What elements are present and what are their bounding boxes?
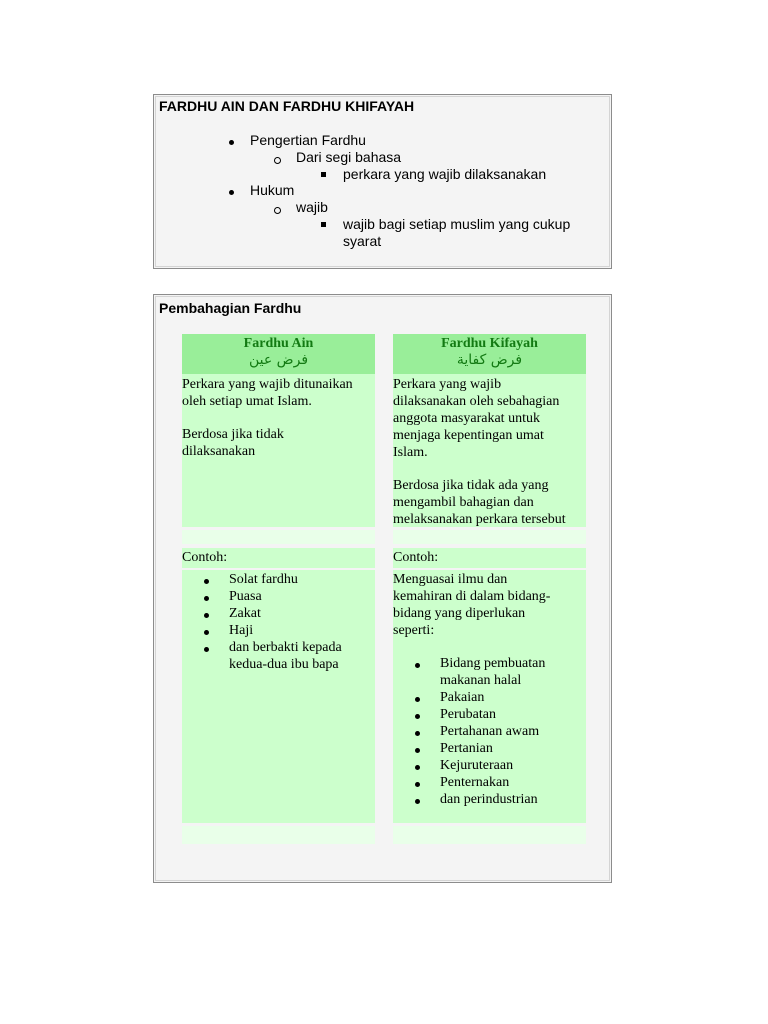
- header-arabic: فرض كفاية: [456, 352, 523, 368]
- spacer-cell: [393, 826, 586, 844]
- text-line: Menguasai ilmu dan: [393, 572, 508, 587]
- example-item: Puasa: [229, 589, 262, 604]
- spacer-cell: [182, 826, 375, 844]
- example-item: dan perindustrian: [440, 792, 538, 807]
- section-title: FARDHU AIN DAN FARDHU KHIFAYAH: [159, 98, 415, 114]
- bullet-square-icon: [321, 222, 326, 227]
- bullet-dot-icon: [204, 579, 209, 584]
- text-line: Islam.: [393, 445, 428, 460]
- bullet-dot-icon: [415, 663, 420, 668]
- definition-panel: [153, 94, 612, 269]
- text-line: Perkara yang wajib: [393, 377, 502, 392]
- example-item: Perubatan: [440, 707, 496, 722]
- bullet-dot-icon: [415, 731, 420, 736]
- text-line: mengambil bahagian dan: [393, 495, 534, 510]
- text-line: oleh setiap umat Islam.: [182, 394, 312, 409]
- bullet-dot-icon: [415, 782, 420, 787]
- bullet-dot-icon: [204, 630, 209, 635]
- text-line: seperti:: [393, 623, 435, 638]
- example-item: Solat fardhu: [229, 572, 298, 587]
- text-line: Berdosa jika tidak ada yang: [393, 478, 549, 493]
- spacer-cell: [182, 530, 375, 544]
- list-item: perkara yang wajib dilaksanakan: [343, 166, 547, 182]
- text-line: anggota masyarakat untuk: [393, 411, 540, 426]
- example-item: Kejuruteraan: [440, 758, 514, 773]
- definition-cell-kifayah: [393, 374, 586, 527]
- text-line: bidang yang diperlukan: [393, 606, 526, 621]
- bullet-dot-icon: [415, 697, 420, 702]
- text-line: dilaksanakan oleh sebahagian: [393, 394, 560, 409]
- definition-cell-ain: [182, 374, 375, 527]
- bullet-dot-icon: [204, 613, 209, 618]
- bullet-circle-icon: [274, 157, 281, 164]
- list-item: Hukum: [250, 182, 295, 198]
- example-item-continuation: kedua-dua ibu bapa: [229, 657, 339, 672]
- header-title: Fardhu Ain: [243, 336, 314, 351]
- bullet-circle-icon: [274, 207, 281, 214]
- text-line: menjaga kepentingan umat: [393, 428, 544, 443]
- header-cell-ain: [182, 334, 375, 374]
- bullet-dot-icon: [415, 799, 420, 804]
- contoh-label: Contoh:: [182, 550, 228, 565]
- list-item-continuation: syarat: [343, 233, 382, 249]
- header-arabic: فرض عين: [248, 352, 309, 368]
- bullet-dot-icon: [415, 765, 420, 770]
- example-item: Haji: [229, 623, 254, 638]
- list-item: Pengertian Fardhu: [250, 132, 366, 148]
- bullet-square-icon: [321, 172, 326, 177]
- header-cell-kifayah: [393, 334, 586, 374]
- bullet-dot-icon: [204, 647, 209, 652]
- example-item: Zakat: [229, 606, 261, 621]
- fardhu-table: [182, 334, 586, 846]
- text-line: kemahiran di dalam bidang-: [393, 589, 551, 604]
- contoh-cell-ain: [182, 548, 375, 568]
- list-item: wajib bagi setiap muslim yang cukup: [343, 216, 571, 232]
- bullet-dot-icon: [415, 714, 420, 719]
- text-line: Perkara yang wajib ditunaikan: [182, 377, 353, 392]
- bullet-dot-icon: [415, 748, 420, 753]
- list-item: wajib: [296, 199, 328, 215]
- text-line: melaksanakan perkara tersebut: [393, 512, 566, 527]
- example-item: Pertanian: [440, 741, 493, 756]
- bullet-dot-icon: [229, 190, 234, 195]
- bullet-dot-icon: [204, 596, 209, 601]
- contoh-cell-kifayah: [393, 548, 586, 568]
- text-line: dilaksanakan: [182, 444, 256, 459]
- example-item: dan berbakti kepada: [229, 640, 342, 655]
- division-panel: [153, 294, 612, 883]
- example-item: Pakaian: [440, 690, 485, 705]
- section-title: Pembahagian Fardhu: [159, 300, 302, 316]
- example-item: Pertahanan awam: [440, 724, 540, 739]
- list-item: Dari segi bahasa: [296, 149, 402, 165]
- contoh-label: Contoh:: [393, 550, 439, 565]
- examples-cell-kifayah: [393, 570, 586, 823]
- example-item: Bidang pembuatan: [440, 656, 546, 671]
- example-item-continuation: makanan halal: [440, 673, 522, 688]
- spacer-cell: [393, 530, 586, 544]
- example-item: Penternakan: [440, 775, 510, 790]
- header-title: Fardhu Kifayah: [441, 336, 538, 351]
- examples-cell-ain: [182, 570, 375, 823]
- bullet-dot-icon: [229, 140, 234, 145]
- text-line: Berdosa jika tidak: [182, 427, 284, 442]
